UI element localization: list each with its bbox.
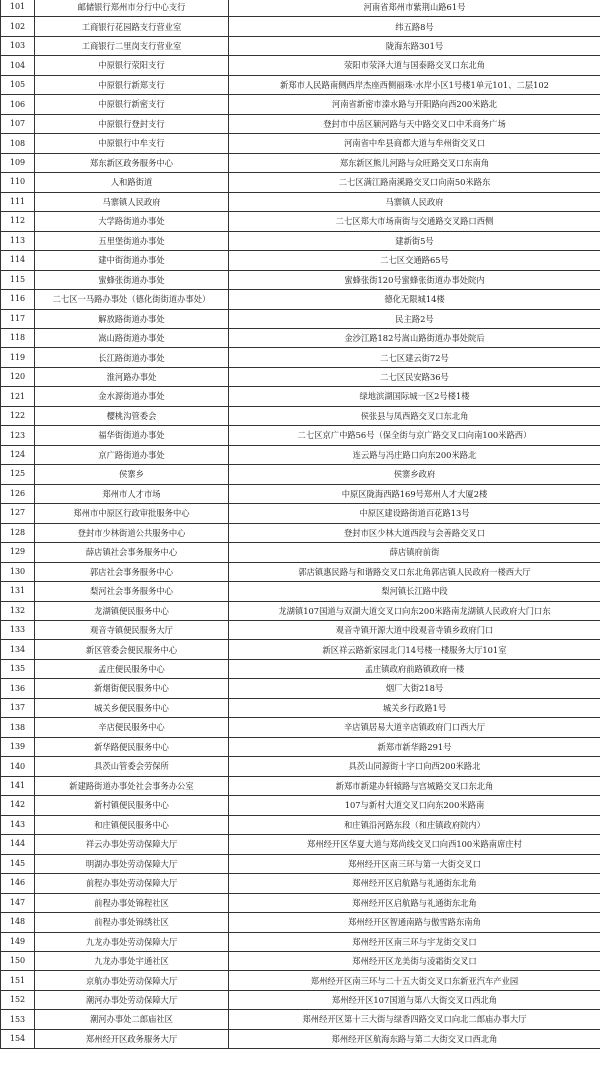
table-row — [1, 212, 600, 231]
address-cell: 登封市中岳区颖河路与天中路交叉口中禾商务广场 — [229, 114, 600, 133]
office-name-cell: 九龙办事处宇通社区 — [35, 951, 229, 970]
table-row — [1, 601, 600, 620]
address-cell: 郑州经开区南三环与宇龙街交叉口 — [229, 932, 600, 951]
row-number-cell: 117 — [1, 309, 35, 328]
table-row — [1, 251, 600, 270]
table-row — [1, 562, 600, 581]
address-cell: 郑州经开区华夏大道与郑尚线交叉口向西100米路南席庄村 — [229, 835, 600, 854]
office-name-cell: 前程办事处锦绣社区 — [35, 913, 229, 932]
address-cell: 德化无限城14楼 — [229, 290, 600, 309]
office-name-cell: 解放路街道办事处 — [35, 309, 229, 328]
address-cell: 薛店镇府前街 — [229, 543, 600, 562]
address-cell: 龙湖镇107国道与双湖大道交叉口向东200米路南龙湖镇人民政府大门口东 — [229, 601, 600, 620]
address-cell: 民主路2号 — [229, 309, 600, 328]
row-number-cell: 106 — [1, 95, 35, 114]
address-cell: 郑州经开区智通南路与傲雪路东南角 — [229, 913, 600, 932]
address-cell: 辛店镇居易大道辛店镇政府门口西大厅 — [229, 718, 600, 737]
row-number-cell: 143 — [1, 815, 35, 834]
table-row — [1, 679, 600, 698]
table-row — [1, 854, 600, 873]
row-number-cell: 109 — [1, 153, 35, 172]
table-row — [1, 543, 600, 562]
office-name-cell: 郑东新区政务服务中心 — [35, 153, 229, 172]
address-cell: 连云路与冯庄路口向东200米路北 — [229, 445, 600, 464]
table-row — [1, 582, 600, 601]
office-name-cell: 中原银行新密支行 — [35, 95, 229, 114]
office-name-cell: 潮河办事处二郎庙社区 — [35, 1010, 229, 1029]
row-number-cell: 145 — [1, 854, 35, 873]
table-row — [1, 1029, 600, 1048]
address-cell: 孟庄镇政府前路镇政府一楼 — [229, 659, 600, 678]
address-cell: 新区祥云路新家园北门14号楼一楼服务大厅101室 — [229, 640, 600, 659]
address-cell: 郑州经开区龙美街与凌霜街交叉口 — [229, 951, 600, 970]
address-cell: 蜜蜂张街120号蜜蜂张街道办事处院内 — [229, 270, 600, 289]
table-row — [1, 465, 600, 484]
row-number-cell: 115 — [1, 270, 35, 289]
office-name-cell: 侯寨乡 — [35, 465, 229, 484]
table-row — [1, 757, 600, 776]
address-cell: 金沙江路182号嵩山路街道办事处院后 — [229, 328, 600, 347]
table-row — [1, 932, 600, 951]
office-name-cell: 淮河路办事处 — [35, 367, 229, 386]
address-cell: 城关乡行政路1号 — [229, 698, 600, 717]
office-name-cell: 樱桃沟管委会 — [35, 406, 229, 425]
table-row — [1, 484, 600, 503]
row-number-cell: 140 — [1, 757, 35, 776]
office-name-cell: 明湖办事处劳动保障大厅 — [35, 854, 229, 873]
row-number-cell: 133 — [1, 621, 35, 640]
table-row — [1, 640, 600, 659]
office-name-cell: 建中街街道办事处 — [35, 251, 229, 270]
table-row — [1, 893, 600, 912]
table-row — [1, 406, 600, 425]
row-number-cell: 130 — [1, 562, 35, 581]
table-row — [1, 56, 600, 75]
office-name-cell: 金水源街道办事处 — [35, 387, 229, 406]
office-name-cell: 城关乡便民服务中心 — [35, 698, 229, 717]
table-row — [1, 776, 600, 795]
row-number-cell: 138 — [1, 718, 35, 737]
office-name-cell: 郑州经开区政务服务大厅 — [35, 1029, 229, 1048]
address-cell: 绿地滨湖国际城一区2号楼1楼 — [229, 387, 600, 406]
office-name-cell: 中原银行登封支行 — [35, 114, 229, 133]
address-cell: 郑州经开区南三环与第一大街交叉口 — [229, 854, 600, 873]
office-name-cell: 中原银行新郑支行 — [35, 75, 229, 94]
address-cell: 烟厂大街218号 — [229, 679, 600, 698]
table-row — [1, 874, 600, 893]
table-row — [1, 718, 600, 737]
office-name-cell: 工商银行二里岗支行营业室 — [35, 36, 229, 55]
address-cell: 郑州经开区启航路与礼通街东北角 — [229, 893, 600, 912]
table-row — [1, 387, 600, 406]
row-number-cell: 142 — [1, 796, 35, 815]
row-number-cell: 141 — [1, 776, 35, 795]
table-row — [1, 153, 600, 172]
address-cell: 107与新村大道交叉口向东200米路南 — [229, 796, 600, 815]
row-number-cell: 137 — [1, 698, 35, 717]
table-row — [1, 0, 600, 17]
office-name-cell: 新建路街道办事处社会事务办公室 — [35, 776, 229, 795]
office-name-cell: 京航办事处劳动保障大厅 — [35, 971, 229, 990]
office-name-cell: 前程办事处锦程社区 — [35, 893, 229, 912]
address-cell: 郑州经开区第十三大街与绿香四路交叉口向北二郎庙办事大厅 — [229, 1010, 600, 1029]
table-row — [1, 231, 600, 250]
address-cell: 中原区建设路街道百花路13号 — [229, 504, 600, 523]
address-cell: 侯张县与凤西路交叉口东北角 — [229, 406, 600, 425]
row-number-cell: 152 — [1, 990, 35, 1009]
row-number-cell: 150 — [1, 951, 35, 970]
office-name-cell: 工商银行花园路支行营业室 — [35, 17, 229, 36]
address-cell: 郭店镇惠民路与和谐路交叉口东北角郭店镇人民政府一楼西大厅 — [229, 562, 600, 581]
row-number-cell: 107 — [1, 114, 35, 133]
table-row — [1, 796, 600, 815]
address-cell: 新郑市人民路南侧西岸杰座西侧丽珠·水岸小区1号楼1单元101、二层102 — [229, 75, 600, 94]
row-number-cell: 110 — [1, 173, 35, 192]
office-name-cell: 长江路街道办事处 — [35, 348, 229, 367]
row-number-cell: 127 — [1, 504, 35, 523]
address-cell: 中原区陇海西路169号郑州人才大厦2楼 — [229, 484, 600, 503]
office-name-cell: 中原银行中牟支行 — [35, 134, 229, 153]
address-cell: 郑州经开区南三环与二十五大街交叉口东新亚汽车产业园 — [229, 971, 600, 990]
office-name-cell: 潮河办事处劳动保障大厅 — [35, 990, 229, 1009]
table-row — [1, 445, 600, 464]
office-name-cell: 九龙办事处劳动保障大厅 — [35, 932, 229, 951]
office-name-cell: 京广路街道办事处 — [35, 445, 229, 464]
address-cell: 纬五路8号 — [229, 17, 600, 36]
row-number-cell: 131 — [1, 582, 35, 601]
office-name-cell: 马寨镇人民政府 — [35, 192, 229, 211]
address-cell: 新郑市新建办轩辕路与宫城路交叉口东北角 — [229, 776, 600, 795]
row-number-cell: 154 — [1, 1029, 35, 1048]
table-row — [1, 990, 600, 1009]
row-number-cell: 153 — [1, 1010, 35, 1029]
row-number-cell: 129 — [1, 543, 35, 562]
office-name-cell: 龙湖镇便民服务中心 — [35, 601, 229, 620]
table-row — [1, 815, 600, 834]
table-row — [1, 367, 600, 386]
row-number-cell: 105 — [1, 75, 35, 94]
office-name-cell: 新烟街便民服务中心 — [35, 679, 229, 698]
office-name-cell: 郑州市人才市场 — [35, 484, 229, 503]
address-cell: 新郑市新华路291号 — [229, 737, 600, 756]
row-number-cell: 149 — [1, 932, 35, 951]
address-cell: 二七区京广中路56号（保全街与京广路交叉口向南100米路西） — [229, 426, 600, 445]
address-cell: 建新街5号 — [229, 231, 600, 250]
table-row — [1, 290, 600, 309]
office-name-cell: 薛店镇社会事务服务中心 — [35, 543, 229, 562]
office-name-cell: 嵩山路街道办事处 — [35, 328, 229, 347]
office-name-cell: 蜜蜂张街道办事处 — [35, 270, 229, 289]
row-number-cell: 139 — [1, 737, 35, 756]
row-number-cell: 125 — [1, 465, 35, 484]
table-row — [1, 192, 600, 211]
address-cell: 观音寺镇开源大道中段观音寺镇乡政府门口 — [229, 621, 600, 640]
address-cell: 河南省中牟县商都大道与牟州街交叉口 — [229, 134, 600, 153]
row-number-cell: 104 — [1, 56, 35, 75]
address-cell: 陇海东路301号 — [229, 36, 600, 55]
row-number-cell: 118 — [1, 328, 35, 347]
table-body — [1, 0, 600, 1049]
table-row — [1, 17, 600, 36]
office-name-cell: 郑州市中原区行政审批服务中心 — [35, 504, 229, 523]
office-name-cell: 邮储银行郑州市分行中心支行 — [35, 0, 229, 17]
office-name-cell: 郭店社会事务服务中心 — [35, 562, 229, 581]
address-cell: 二七区交通路65号 — [229, 251, 600, 270]
office-name-cell: 人和路街道 — [35, 173, 229, 192]
row-number-cell: 108 — [1, 134, 35, 153]
table-row — [1, 173, 600, 192]
office-name-cell: 福华街街道办事处 — [35, 426, 229, 445]
row-number-cell: 126 — [1, 484, 35, 503]
address-cell: 梨河镇长江路中段 — [229, 582, 600, 601]
table-row — [1, 36, 600, 55]
row-number-cell: 120 — [1, 367, 35, 386]
table-row — [1, 75, 600, 94]
table-row — [1, 971, 600, 990]
row-number-cell: 112 — [1, 212, 35, 231]
row-number-cell: 123 — [1, 426, 35, 445]
office-name-cell: 二七区一马路办事处（德化街街道办事处） — [35, 290, 229, 309]
table-row — [1, 737, 600, 756]
table-row — [1, 621, 600, 640]
address-cell: 马寨镇人民政府 — [229, 192, 600, 211]
row-number-cell: 114 — [1, 251, 35, 270]
table-row — [1, 309, 600, 328]
row-number-cell: 136 — [1, 679, 35, 698]
office-name-cell: 新村镇便民服务中心 — [35, 796, 229, 815]
table-row — [1, 270, 600, 289]
office-name-cell: 新华路便民服务中心 — [35, 737, 229, 756]
address-cell: 河南省郑州市紫荆山路61号 — [229, 0, 600, 17]
address-cell: 侯寨乡政府 — [229, 465, 600, 484]
address-cell: 郑州经开区航海东路与第二大街交叉口西北角 — [229, 1029, 600, 1048]
row-number-cell: 103 — [1, 36, 35, 55]
row-number-cell: 102 — [1, 17, 35, 36]
row-number-cell: 113 — [1, 231, 35, 250]
office-name-cell: 祥云办事处劳动保障大厅 — [35, 835, 229, 854]
office-name-cell: 和庄镇便民服务中心 — [35, 815, 229, 834]
table-row — [1, 134, 600, 153]
table-row — [1, 504, 600, 523]
row-number-cell: 147 — [1, 893, 35, 912]
row-number-cell: 134 — [1, 640, 35, 659]
row-number-cell: 151 — [1, 971, 35, 990]
office-name-cell: 大学路街道办事处 — [35, 212, 229, 231]
table-row — [1, 95, 600, 114]
office-name-cell: 中原银行荥阳支行 — [35, 56, 229, 75]
row-number-cell: 128 — [1, 523, 35, 542]
row-number-cell: 132 — [1, 601, 35, 620]
table-row — [1, 114, 600, 133]
address-cell: 二七区郑大市场南街与交通路交叉路口西侧 — [229, 212, 600, 231]
table-row — [1, 1010, 600, 1029]
address-cell: 郑州经开区启航路与礼通街东北角 — [229, 874, 600, 893]
row-number-cell: 124 — [1, 445, 35, 464]
row-number-cell: 101 — [1, 0, 35, 17]
row-number-cell: 146 — [1, 874, 35, 893]
address-cell: 郑东新区熊儿河路与众旺路交叉口东南角 — [229, 153, 600, 172]
row-number-cell: 121 — [1, 387, 35, 406]
address-cell: 二七区民安路36号 — [229, 367, 600, 386]
row-number-cell: 148 — [1, 913, 35, 932]
office-name-cell: 梨河社会事务服务中心 — [35, 582, 229, 601]
row-number-cell: 116 — [1, 290, 35, 309]
row-number-cell: 144 — [1, 835, 35, 854]
office-name-cell: 观音寺镇便民服务大厅 — [35, 621, 229, 640]
table-row — [1, 913, 600, 932]
office-name-cell: 前程办事处劳动保障大厅 — [35, 874, 229, 893]
table-row — [1, 659, 600, 678]
office-name-cell: 登封市少林街道公共服务中心 — [35, 523, 229, 542]
table-row — [1, 835, 600, 854]
address-cell: 郑州经开区107国道与第八大街交叉口西北角 — [229, 990, 600, 1009]
address-cell: 河南省新密市溱水路与开阳路向西200米路北 — [229, 95, 600, 114]
row-number-cell: 119 — [1, 348, 35, 367]
row-number-cell: 111 — [1, 192, 35, 211]
office-name-cell: 具茨山管委会劳保所 — [35, 757, 229, 776]
table-row — [1, 348, 600, 367]
office-name-cell: 五里堡街道办事处 — [35, 231, 229, 250]
office-name-cell: 辛店便民服务中心 — [35, 718, 229, 737]
address-cell: 二七区建云街72号 — [229, 348, 600, 367]
office-name-cell: 新区管委会便民服务中心 — [35, 640, 229, 659]
table-row — [1, 426, 600, 445]
address-cell: 和庄镇沿河路东段（和庄镇政府院内） — [229, 815, 600, 834]
address-cell: 荥阳市荥泽大道与国泰路交叉口东北角 — [229, 56, 600, 75]
office-name-cell: 孟庄便民服务中心 — [35, 659, 229, 678]
row-number-cell: 122 — [1, 406, 35, 425]
table-row — [1, 328, 600, 347]
address-cell: 具茨山同源街十字口向西200米路北 — [229, 757, 600, 776]
address-cell: 二七区满江路南溪路交叉口向南50米路东 — [229, 173, 600, 192]
table-row — [1, 951, 600, 970]
address-cell: 登封市区少林大道西段与会善路交叉口 — [229, 523, 600, 542]
table-row — [1, 523, 600, 542]
table-row — [1, 698, 600, 717]
row-number-cell: 135 — [1, 659, 35, 678]
